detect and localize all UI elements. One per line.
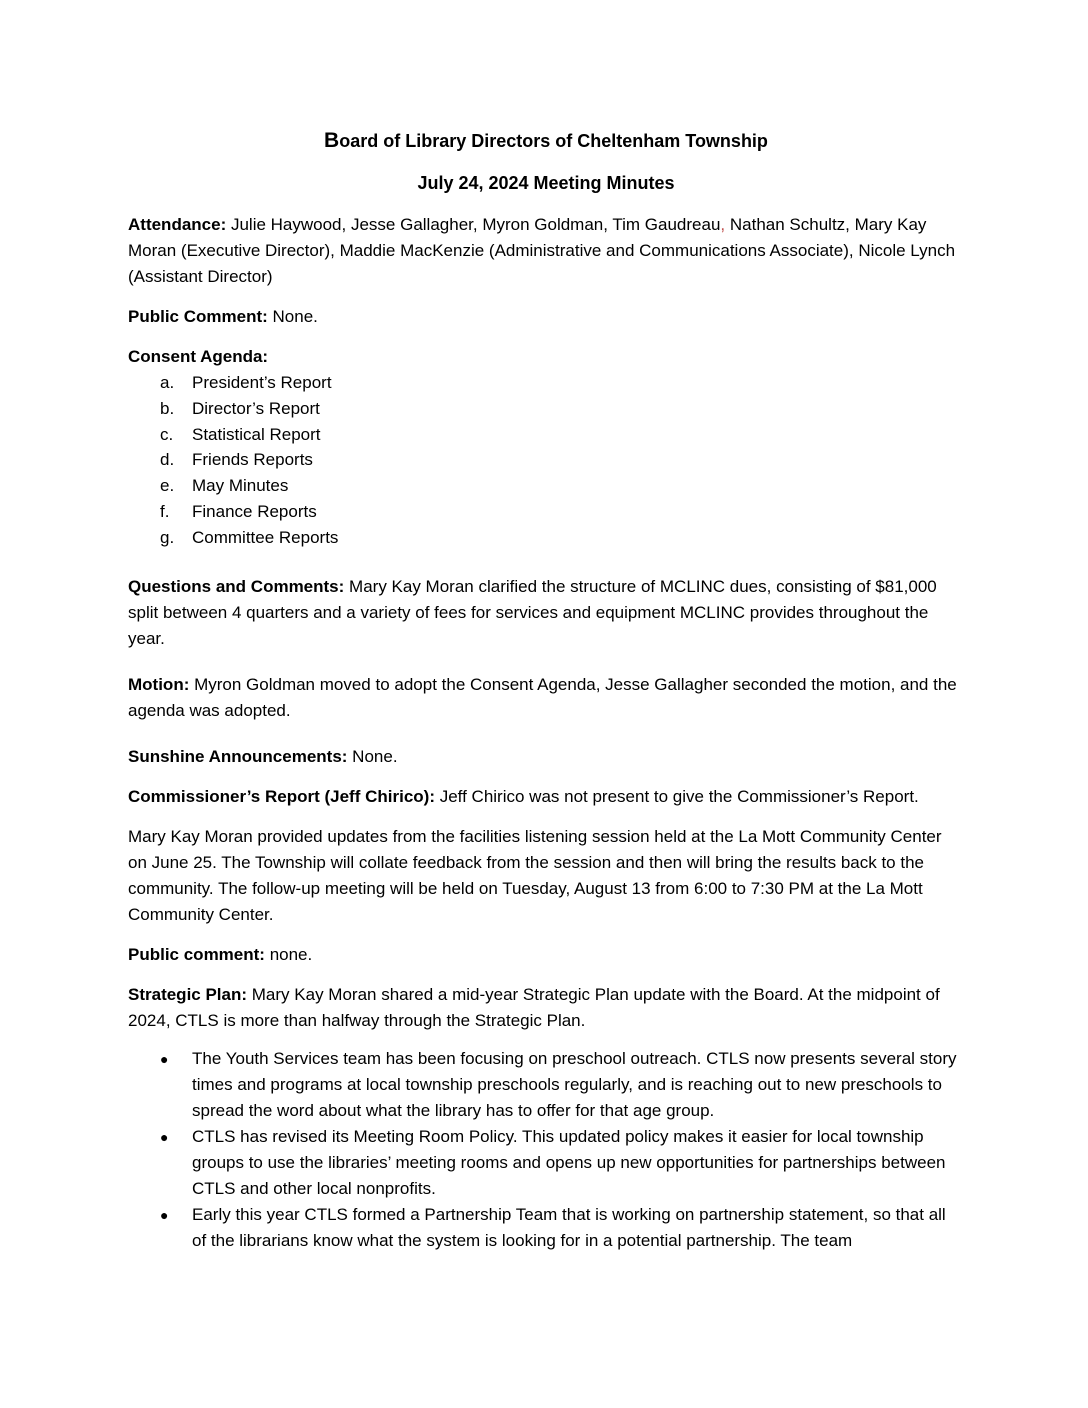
sunshine-text: None. xyxy=(347,746,398,766)
list-item xyxy=(128,525,964,551)
sunshine-label: Sunshine Announcements: xyxy=(128,746,348,766)
list-item-text: Finance Reports xyxy=(192,501,317,521)
public-comment-2-paragraph xyxy=(128,942,964,968)
list-item xyxy=(128,447,964,473)
strategic-plan-bullets xyxy=(128,1046,964,1254)
facilities-update-paragraph: Mary Kay Moran provided updates from the facilities listening session held at the La Mott Community Center on June 25. The Township will collate feedback from the session and then will bring the results back to the community. The follow-up meeting will be held on Tuesday, August 13 from 6:00 to 7:30 PM at the La Mott Community Center. xyxy=(128,826,942,924)
public-comment-paragraph xyxy=(128,304,964,330)
attendance-comma: , xyxy=(720,215,726,234)
title-initial: B xyxy=(324,129,340,152)
motion-text: Myron Goldman moved to adopt the Consent Agenda, Jesse Gallagher seconded the motion, and the agenda was adopted. xyxy=(128,674,957,720)
consent-agenda-list xyxy=(128,370,964,551)
list-letter: e. xyxy=(160,476,175,496)
list-item-text: Statistical Report xyxy=(192,424,321,444)
consent-agenda-label: Consent Agenda: xyxy=(128,347,269,366)
bullet-text: Early this year CTLS formed a Partnership Team that is working on partnership statement, so that all of the librarians know what the system is looking for in a potential partnership. The team xyxy=(192,1204,946,1250)
attendance-text-b: Nathan Schultz, Mary Kay Moran (Executive Director), Maddie MacKenzie (Administrative and Communications Associate), Nicole Lynch (Assistant Director) xyxy=(128,215,956,286)
document-subtitle: July 24, 2024 Meeting Minutes xyxy=(417,173,675,193)
list-item-text: President’s Report xyxy=(192,373,332,392)
list-item xyxy=(128,370,964,396)
list-letter: b. xyxy=(160,398,175,418)
bullet-icon: ● xyxy=(160,1206,169,1223)
commissioner-text: Jeff Chirico was not present to give the Commissioner’s Report. xyxy=(435,786,919,806)
bullet-icon: ● xyxy=(160,1128,169,1145)
questions-label: Questions and Comments: xyxy=(128,576,345,596)
list-item xyxy=(128,422,964,448)
list-item-text: Director’s Report xyxy=(192,398,320,418)
attendance-paragraph xyxy=(128,212,964,290)
list-letter: c. xyxy=(160,424,174,444)
questions-paragraph xyxy=(128,574,964,652)
bullet-text: CTLS has revised its Meeting Room Policy. This updated policy makes it easier for local township groups to use the libraries’ meeting rooms and opens up new opportunities for partnerships between CTLS and other local nonprofits. xyxy=(192,1126,946,1198)
list-letter: f. xyxy=(160,501,170,521)
list-letter: d. xyxy=(160,450,175,470)
attendance-text-a: Julie Haywood, Jesse Gallagher, Myron Goldman, Tim Gaudreau xyxy=(226,215,721,234)
motion-paragraph xyxy=(128,672,964,724)
public-comment-text: None. xyxy=(267,307,318,326)
list-letter: g. xyxy=(160,527,175,547)
list-item-text: Friends Reports xyxy=(192,450,313,470)
public-comment-2-text: none. xyxy=(264,944,313,964)
document-title xyxy=(128,128,964,154)
list-item xyxy=(128,499,964,525)
list-item-text: May Minutes xyxy=(192,476,289,496)
commissioner-paragraph xyxy=(128,784,964,810)
list-item xyxy=(128,396,964,422)
strategic-plan-label: Strategic Plan: xyxy=(128,984,248,1004)
list-item xyxy=(128,1046,964,1124)
list-item xyxy=(128,1124,964,1202)
list-letter: a. xyxy=(160,373,175,392)
list-item xyxy=(128,1202,964,1254)
list-item xyxy=(128,473,964,499)
questions-text: Mary Kay Moran clarified the structure of MCLINC dues, consisting of $81,000 split between 4 quarters and a variety of fees for services and equipment MCLINC provides throughout the year. xyxy=(128,576,937,648)
attendance-label: Attendance: xyxy=(128,215,227,234)
strategic-plan-text: Mary Kay Moran shared a mid-year Strategic Plan update with the Board. At the midpoint of 2024, CTLS is more than halfway through the Strategic Plan. xyxy=(128,984,940,1030)
public-comment-label: Public Comment: xyxy=(128,307,268,326)
consent-agenda-section xyxy=(128,344,964,551)
public-comment-2-label: Public comment: xyxy=(128,944,265,964)
document-page xyxy=(128,128,964,1254)
bullet-icon: ● xyxy=(160,1050,169,1067)
motion-label: Motion: xyxy=(128,674,190,694)
title-rest: oard of Library Directors of Cheltenham Township xyxy=(339,131,768,151)
commissioner-label: Commissioner’s Report (Jeff Chirico): xyxy=(128,786,435,806)
sunshine-paragraph xyxy=(128,744,964,770)
bullet-text: The Youth Services team has been focusing on preschool outreach. CTLS now presents several story times and programs at local township preschools regularly, and is reaching out to new preschools to spread the word about what the library has to offer for that age group. xyxy=(192,1048,957,1120)
strategic-plan-paragraph xyxy=(128,982,964,1034)
list-item-text: Committee Reports xyxy=(192,527,339,547)
